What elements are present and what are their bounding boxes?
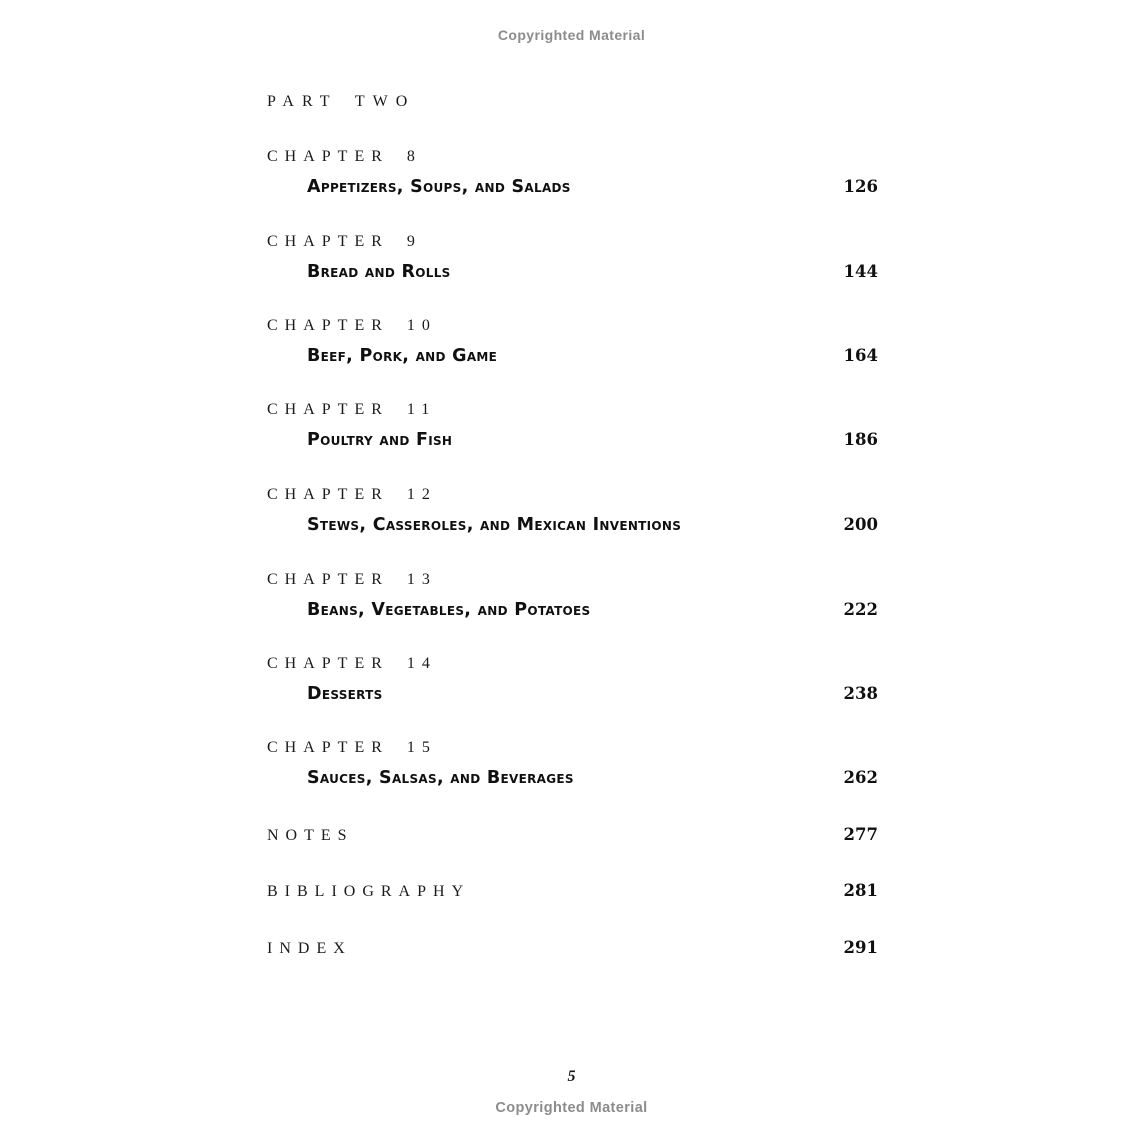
backmatter-page-number: 291: [843, 938, 878, 957]
toc-chapter-entry: [267, 234, 878, 282]
chapter-title: Beef, Pork, and Game: [307, 346, 498, 366]
chapter-title: Bread and Rolls: [307, 262, 451, 282]
chapter-title: Sauces, Salsas, and Beverages: [307, 768, 574, 788]
toc-chapter-entry: [267, 740, 878, 788]
toc-backmatter-entry: [267, 881, 878, 901]
chapter-page-number: 238: [843, 684, 878, 703]
toc-backmatter-entry: [267, 938, 878, 958]
chapter-page-number: 186: [843, 430, 878, 449]
page-number: 5: [567, 1068, 576, 1085]
toc-chapter-entry: [267, 487, 878, 535]
chapter-title: Stews, Casseroles, and Mexican Inventions: [307, 515, 682, 535]
toc-chapter-entry: [267, 656, 878, 704]
chapter-number-heading: CHAPTER 12: [267, 486, 437, 503]
chapter-title-row: [267, 262, 878, 282]
chapter-number-heading: CHAPTER 14: [267, 655, 437, 672]
backmatter-page-number: 281: [843, 881, 878, 900]
toc-content: [267, 0, 878, 1143]
toc-chapter-entry: [267, 402, 878, 450]
chapter-page-number: 262: [843, 768, 878, 787]
chapter-number-heading: CHAPTER 15: [267, 739, 437, 756]
chapter-title-row: [267, 684, 878, 704]
chapter-title: Desserts: [307, 684, 383, 704]
chapter-page-number: 126: [843, 177, 878, 196]
chapter-page-number: 144: [843, 262, 878, 281]
chapter-number-heading: CHAPTER 10: [267, 317, 437, 334]
toc-chapter-entry: [267, 149, 878, 197]
chapter-number-heading: CHAPTER 13: [267, 571, 437, 588]
backmatter-label: INDEX: [267, 940, 352, 957]
chapter-title-row: [267, 430, 878, 450]
backmatter-label: BIBLIOGRAPHY: [267, 883, 471, 900]
chapter-title-row: [267, 600, 878, 620]
toc-chapter-entry: [267, 572, 878, 620]
chapter-number-heading: CHAPTER 11: [267, 401, 437, 418]
toc-chapter-entry: [267, 318, 878, 366]
backmatter-page-number: 277: [843, 825, 878, 844]
chapter-title-row: [267, 177, 878, 197]
copyright-notice-bottom: Copyrighted Material: [495, 1100, 648, 1116]
copyright-notice-top: Copyrighted Material: [497, 27, 646, 43]
chapter-number-heading: CHAPTER 8: [267, 148, 422, 165]
chapter-title: Appetizers, Soups, and Salads: [307, 177, 571, 197]
part-heading: PART TWO: [267, 93, 416, 110]
chapter-number-heading: CHAPTER 9: [267, 233, 422, 250]
backmatter-label: NOTES: [267, 827, 354, 844]
chapter-title-row: [267, 515, 878, 535]
chapter-title-row: [267, 346, 878, 366]
chapter-page-number: 200: [843, 515, 878, 534]
chapter-title: Beans, Vegetables, and Potatoes: [307, 600, 591, 620]
chapter-title: Poultry and Fish: [307, 430, 453, 450]
toc-backmatter-entry: [267, 825, 878, 845]
chapter-page-number: 222: [843, 600, 878, 619]
chapter-page-number: 164: [843, 346, 878, 365]
chapter-title-row: [267, 768, 878, 788]
